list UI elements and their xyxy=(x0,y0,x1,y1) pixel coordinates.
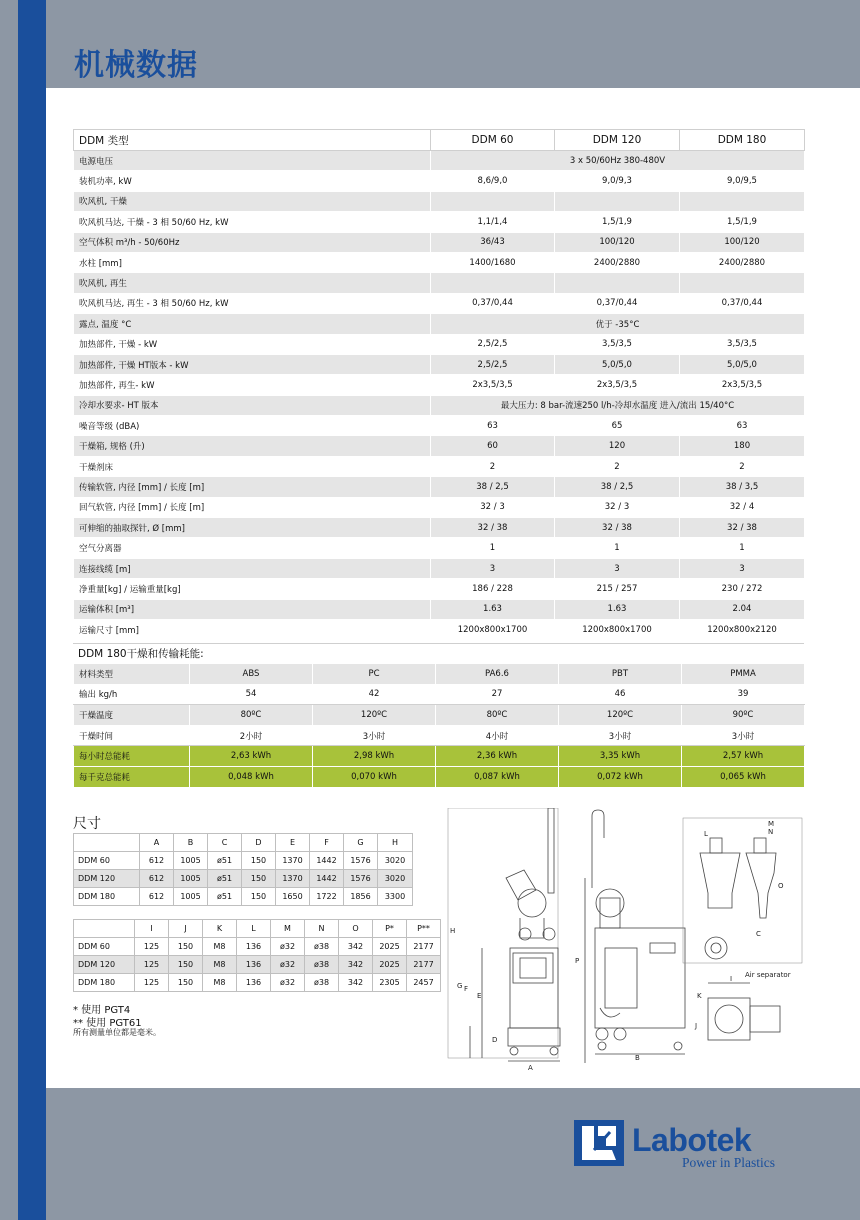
dim-cell: ø38 xyxy=(305,974,339,992)
row-value: 2 xyxy=(680,456,805,476)
row-value xyxy=(431,191,555,211)
table-header-row xyxy=(74,130,805,151)
left-blue-stripe xyxy=(18,0,46,1220)
consumption-value: 2,36 kWh xyxy=(436,746,559,767)
dim-cell: 3020 xyxy=(378,852,413,870)
consumption-value: 0,065 kWh xyxy=(682,766,805,787)
dim-label-o: O xyxy=(778,882,784,890)
table-header-cell: DDM 180 xyxy=(680,130,805,151)
table-row xyxy=(74,497,805,517)
consumption-header-cell: ABS xyxy=(190,664,313,685)
dim-cell: DDM 180 xyxy=(74,974,135,992)
dim-cell: ø51 xyxy=(208,888,242,906)
consumption-row xyxy=(74,746,805,767)
dim-header-cell: P* xyxy=(373,920,407,938)
row-value: 2x3,5/3,5 xyxy=(431,375,555,395)
table-row xyxy=(74,599,805,619)
consumption-value: 4小时 xyxy=(436,725,559,746)
row-value: 3 xyxy=(555,558,680,578)
table-row xyxy=(74,232,805,252)
labotek-logo-icon xyxy=(574,1120,624,1166)
consumption-header-row xyxy=(74,664,805,685)
consumption-header-cell: PC xyxy=(313,664,436,685)
consumption-header-cell: PA6.6 xyxy=(436,664,559,685)
consumption-value: 54 xyxy=(190,684,313,705)
dim-cell: 612 xyxy=(140,852,174,870)
dim-header-cell: K xyxy=(203,920,237,938)
dim-label-p: P xyxy=(575,957,580,965)
dim-cell: 125 xyxy=(135,974,169,992)
table-row xyxy=(74,151,805,171)
dim-cell: 1650 xyxy=(276,888,310,906)
dim-header-cell: O xyxy=(339,920,373,938)
consumption-value: 80ºC xyxy=(436,705,559,726)
row-label: 水柱 [mm] xyxy=(74,252,431,272)
row-value: 32 / 4 xyxy=(680,497,805,517)
row-value: 9,0/9,3 xyxy=(555,171,680,191)
dim-header-cell: A xyxy=(140,834,174,852)
row-value: 1,5/1,9 xyxy=(680,212,805,232)
dim-cell: 1442 xyxy=(310,852,344,870)
dim-cell: DDM 60 xyxy=(74,938,135,956)
row-label: 吹风机, 再生 xyxy=(74,273,431,293)
table-row xyxy=(74,314,805,334)
consumption-value: 46 xyxy=(559,684,682,705)
row-value xyxy=(555,273,680,293)
dim-cell: DDM 120 xyxy=(74,870,140,888)
dim-label-a: A xyxy=(528,1064,533,1070)
dim-label-c: C xyxy=(756,930,761,938)
consumption-value: 120ºC xyxy=(313,705,436,726)
dim-cell: DDM 60 xyxy=(74,852,140,870)
dim-cell: 150 xyxy=(242,852,276,870)
dim-cell: 150 xyxy=(169,956,203,974)
dim-cell: 2177 xyxy=(407,938,441,956)
dim-header-cell: I xyxy=(135,920,169,938)
consumption-row xyxy=(74,766,805,787)
air-separator-caption: Air separator xyxy=(745,971,791,979)
row-label: 净重量[kg] / 运输重量[kg] xyxy=(74,579,431,599)
table-row xyxy=(74,293,805,313)
row-value xyxy=(680,191,805,211)
dim-cell: 2305 xyxy=(373,974,407,992)
drawing-2-tube xyxy=(592,810,604,888)
row-value: 38 / 2,5 xyxy=(555,477,680,497)
dim-label-i: I xyxy=(730,975,733,983)
consumption-value: 120ºC xyxy=(559,705,682,726)
dim-header-cell: C xyxy=(208,834,242,852)
dim-header-cell: G xyxy=(344,834,378,852)
dim-row xyxy=(74,974,441,992)
consumption-title: DDM 180干燥和传输耗能: xyxy=(73,643,804,663)
row-label: 吹风机马达, 再生 - 3 相 50/60 Hz, kW xyxy=(74,293,431,313)
consumption-header-cell: PMMA xyxy=(682,664,805,685)
row-value: 65 xyxy=(555,416,680,436)
row-label: 加热部件, 干燥 - kW xyxy=(74,334,431,354)
row-label: 装机功率, kW xyxy=(74,171,431,191)
table-row xyxy=(74,334,805,354)
row-label: 空气分离器 xyxy=(74,538,431,558)
row-value: 32 / 38 xyxy=(431,518,555,538)
table-row xyxy=(74,375,805,395)
row-value: 0,37/0,44 xyxy=(680,293,805,313)
technical-drawings xyxy=(440,808,810,1070)
dim-cell: ø51 xyxy=(208,852,242,870)
row-label: 冷却水要求- HT 版本 xyxy=(74,395,431,415)
dim-cell: 2025 xyxy=(373,938,407,956)
row-value: 1,5/1,9 xyxy=(555,212,680,232)
row-label: 回气软管, 内径 [mm] / 长度 [m] xyxy=(74,497,431,517)
row-label: 吹风机马达, 干燥 - 3 相 50/60 Hz, kW xyxy=(74,212,431,232)
dim-header-cell: H xyxy=(378,834,413,852)
dim-cell: 3020 xyxy=(378,870,413,888)
row-label: 吹风机, 干燥 xyxy=(74,191,431,211)
row-value: 0,37/0,44 xyxy=(431,293,555,313)
dim-label-k: K xyxy=(697,992,702,1000)
consumption-value: 3小时 xyxy=(313,725,436,746)
dim-cell: ø32 xyxy=(271,938,305,956)
row-value: 1200x800x1700 xyxy=(431,619,555,639)
table-row xyxy=(74,354,805,374)
row-label: 电源电压 xyxy=(74,151,431,171)
table-row xyxy=(74,456,805,476)
consumption-header-cell: 材料类型 xyxy=(74,664,190,685)
row-span-value: 优于 -35°C xyxy=(431,314,805,334)
row-value: 2 xyxy=(431,456,555,476)
dim-cell: 150 xyxy=(242,870,276,888)
table-header-cell: DDM 120 xyxy=(555,130,680,151)
row-value: 1 xyxy=(680,538,805,558)
dim-label-n: N xyxy=(768,828,774,836)
table-row xyxy=(74,273,805,293)
dim-cell: 3300 xyxy=(378,888,413,906)
table-row xyxy=(74,212,805,232)
consumption-row-label: 输出 kg/h xyxy=(74,684,190,705)
dim-header-cell: J xyxy=(169,920,203,938)
table-row xyxy=(74,395,805,415)
row-label: 传输软管, 内径 [mm] / 长度 [m] xyxy=(74,477,431,497)
dim-cell: ø32 xyxy=(271,974,305,992)
consumption-value: 3小时 xyxy=(559,725,682,746)
row-label: 空气体积 m³/h - 50/60Hz xyxy=(74,232,431,252)
row-label: 干燥箱, 规格 (升) xyxy=(74,436,431,456)
consumption-row xyxy=(74,705,805,726)
row-value: 63 xyxy=(431,416,555,436)
dim-label-m: M xyxy=(768,820,775,828)
dim-cell: 1005 xyxy=(174,870,208,888)
consumption-value: 39 xyxy=(682,684,805,705)
dim-cell: 150 xyxy=(242,888,276,906)
row-label: 加热部件, 再生- kW xyxy=(74,375,431,395)
row-value: 32 / 38 xyxy=(555,518,680,538)
dim-header-cell xyxy=(74,920,135,938)
motor-base xyxy=(708,998,750,1040)
dim-cell: 150 xyxy=(169,938,203,956)
row-value: 5,0/5,0 xyxy=(555,354,680,374)
row-label: 可伸缩的抽取探针, Ø [mm] xyxy=(74,518,431,538)
row-value: 2.04 xyxy=(680,599,805,619)
row-value: 1.63 xyxy=(555,599,680,619)
dim-header-cell: M xyxy=(271,920,305,938)
table-row xyxy=(74,416,805,436)
dim-row xyxy=(74,852,413,870)
consumption-header-cell: PBT xyxy=(559,664,682,685)
table-row xyxy=(74,538,805,558)
row-value: 2,5/2,5 xyxy=(431,354,555,374)
air-separator-frame xyxy=(683,818,802,963)
drawing-1-probe xyxy=(548,808,554,893)
row-span-value: 3 x 50/60Hz 380-480V xyxy=(431,151,805,171)
row-value xyxy=(680,273,805,293)
row-value: 186 / 228 xyxy=(431,579,555,599)
dim-cell: ø38 xyxy=(305,956,339,974)
row-value: 3,5/3,5 xyxy=(555,334,680,354)
consumption-value: 0,072 kWh xyxy=(559,766,682,787)
dim-cell: 1370 xyxy=(276,870,310,888)
row-value: 2400/2880 xyxy=(680,252,805,272)
table-row xyxy=(74,619,805,639)
dim-row xyxy=(74,956,441,974)
dim-cell: ø32 xyxy=(271,956,305,974)
dim-header-cell: F xyxy=(310,834,344,852)
row-value: 3 xyxy=(680,558,805,578)
consumption-value: 42 xyxy=(313,684,436,705)
dim-cell: 136 xyxy=(237,974,271,992)
row-value: 1200x800x1700 xyxy=(555,619,680,639)
row-span-value: 最大压力: 8 bar-流速250 l/h-冷却水温度 进入/流出 15/40°C xyxy=(431,395,805,415)
dim-cell: 342 xyxy=(339,956,373,974)
dim-cell: 1442 xyxy=(310,870,344,888)
dim-cell: 125 xyxy=(135,938,169,956)
dim-cell: 1005 xyxy=(174,852,208,870)
dim-row xyxy=(74,938,441,956)
dim-cell: M8 xyxy=(203,956,237,974)
dim-cell: 1370 xyxy=(276,852,310,870)
row-value: 100/120 xyxy=(680,232,805,252)
row-label: 加热部件, 干燥 HT版本 - kW xyxy=(74,354,431,374)
dim-cell: 1576 xyxy=(344,852,378,870)
row-label: 干燥剂床 xyxy=(74,456,431,476)
table-header-cell: DDM 60 xyxy=(431,130,555,151)
row-label: 运输体积 [m³] xyxy=(74,599,431,619)
air-separator-front xyxy=(746,853,776,918)
note-pgt61: ** 使用 PGT61 xyxy=(73,1018,142,1029)
dim-cell: ø51 xyxy=(208,870,242,888)
row-label: 露点, 温度 °C xyxy=(74,314,431,334)
row-value: 9,0/9,5 xyxy=(680,171,805,191)
row-label: 连接线缆 [m] xyxy=(74,558,431,578)
dim-label-e: E xyxy=(477,992,482,1000)
labotek-logo xyxy=(574,1120,808,1170)
dim-label-j: J xyxy=(695,1022,698,1030)
drawing-1-cabinet xyxy=(510,948,558,1028)
dim-cell: 1576 xyxy=(344,870,378,888)
consumption-value: 27 xyxy=(436,684,559,705)
dim-cell: 1722 xyxy=(310,888,344,906)
dim-cell: 1005 xyxy=(174,888,208,906)
page-title: 机械数据 xyxy=(74,48,198,83)
row-value: 1200x800x2120 xyxy=(680,619,805,639)
dim-cell: DDM 180 xyxy=(74,888,140,906)
row-value xyxy=(555,191,680,211)
row-value: 120 xyxy=(555,436,680,456)
dim-cell: 2025 xyxy=(373,956,407,974)
consumption-value: 2,98 kWh xyxy=(313,746,436,767)
dim-cell: 612 xyxy=(140,870,174,888)
row-label: 运输尺寸 [mm] xyxy=(74,619,431,639)
consumption-value: 90ºC xyxy=(682,705,805,726)
row-value: 1 xyxy=(431,538,555,558)
air-separator-side xyxy=(700,853,740,908)
consumption-value: 80ºC xyxy=(190,705,313,726)
row-value: 5,0/5,0 xyxy=(680,354,805,374)
dim-label-h: H xyxy=(450,927,456,935)
row-value: 2x3,5/3,5 xyxy=(555,375,680,395)
row-value: 2,5/2,5 xyxy=(431,334,555,354)
dim-cell: ø38 xyxy=(305,938,339,956)
dim-cell: 136 xyxy=(237,956,271,974)
consumption-value: 2,57 kWh xyxy=(682,746,805,767)
note-units: 所有测量单位都是毫米。 xyxy=(73,1028,161,1037)
dim-header-row xyxy=(74,920,441,938)
note-pgt4: * 使用 PGT4 xyxy=(73,1005,131,1016)
machine-data-table xyxy=(73,129,805,640)
dim-header-cell: N xyxy=(305,920,339,938)
dim-header-cell: D xyxy=(242,834,276,852)
row-value: 1400/1680 xyxy=(431,252,555,272)
dim-cell: 150 xyxy=(169,974,203,992)
row-value: 215 / 257 xyxy=(555,579,680,599)
table-row xyxy=(74,171,805,191)
row-value xyxy=(431,273,555,293)
consumption-value: 3小时 xyxy=(682,725,805,746)
dim-label-f: F xyxy=(464,985,469,993)
row-value: 60 xyxy=(431,436,555,456)
consumption-value: 3,35 kWh xyxy=(559,746,682,767)
row-value: 2x3,5/3,5 xyxy=(680,375,805,395)
dim-row xyxy=(74,870,413,888)
labotek-wordmark: Labotek xyxy=(632,1122,752,1158)
dim-label-b: B xyxy=(635,1054,640,1062)
dimensions-table-1 xyxy=(73,833,413,906)
dim-header-row xyxy=(74,834,413,852)
row-value: 1 xyxy=(555,538,680,558)
dimensions-table-2 xyxy=(73,919,441,992)
row-value: 32 / 3 xyxy=(431,497,555,517)
dim-cell: 342 xyxy=(339,974,373,992)
consumption-table xyxy=(73,663,805,788)
dim-header-cell: L xyxy=(237,920,271,938)
consumption-value: 2,63 kWh xyxy=(190,746,313,767)
row-label: 噪音等级 (dBA) xyxy=(74,416,431,436)
table-header-cell: DDM 类型 xyxy=(74,130,431,151)
dim-header-cell xyxy=(74,834,140,852)
row-value: 1,1/1,4 xyxy=(431,212,555,232)
dim-cell: DDM 120 xyxy=(74,956,135,974)
row-value: 38 / 2,5 xyxy=(431,477,555,497)
dimensions-title: 尺寸 xyxy=(73,816,101,832)
consumption-value: 2小时 xyxy=(190,725,313,746)
row-value: 32 / 3 xyxy=(555,497,680,517)
table-row xyxy=(74,518,805,538)
table-row xyxy=(74,252,805,272)
row-value: 2400/2880 xyxy=(555,252,680,272)
table-row xyxy=(74,436,805,456)
row-value: 1.63 xyxy=(431,599,555,619)
dim-header-cell: P** xyxy=(407,920,441,938)
drawing-1-hopper xyxy=(518,889,546,917)
row-value: 8,6/9,0 xyxy=(431,171,555,191)
row-value: 2 xyxy=(555,456,680,476)
dim-cell: 125 xyxy=(135,956,169,974)
row-value: 36/43 xyxy=(431,232,555,252)
dim-cell: M8 xyxy=(203,974,237,992)
consumption-row-label: 每千克总能耗 xyxy=(74,766,190,787)
row-value: 180 xyxy=(680,436,805,456)
dim-label-d: D xyxy=(492,1036,498,1044)
table-row xyxy=(74,558,805,578)
row-value: 3 xyxy=(431,558,555,578)
row-value: 100/120 xyxy=(555,232,680,252)
drawing-1-frame xyxy=(448,808,558,1058)
row-value: 38 / 3,5 xyxy=(680,477,805,497)
dim-label-g: G xyxy=(457,982,463,990)
dim-cell: 136 xyxy=(237,938,271,956)
table-row xyxy=(74,579,805,599)
dim-cell: 2177 xyxy=(407,956,441,974)
dim-row xyxy=(74,888,413,906)
consumption-row-label: 每小时总能耗 xyxy=(74,746,190,767)
table-row xyxy=(74,191,805,211)
labotek-tagline: Power in Plastics xyxy=(682,1155,775,1170)
table-row xyxy=(74,477,805,497)
consumption-row xyxy=(74,725,805,746)
dim-cell: 1856 xyxy=(344,888,378,906)
dim-cell: 342 xyxy=(339,938,373,956)
dim-label-l: L xyxy=(704,830,708,838)
row-value: 0,37/0,44 xyxy=(555,293,680,313)
consumption-value: 0,048 kWh xyxy=(190,766,313,787)
dim-header-cell: E xyxy=(276,834,310,852)
row-value: 230 / 272 xyxy=(680,579,805,599)
dim-cell: 2457 xyxy=(407,974,441,992)
row-value: 32 / 38 xyxy=(680,518,805,538)
consumption-row xyxy=(74,684,805,705)
dim-header-cell: B xyxy=(174,834,208,852)
row-value: 63 xyxy=(680,416,805,436)
dim-cell: 612 xyxy=(140,888,174,906)
consumption-row-label: 干燥温度 xyxy=(74,705,190,726)
row-value: 3,5/3,5 xyxy=(680,334,805,354)
consumption-row-label: 干燥时间 xyxy=(74,725,190,746)
consumption-value: 0,087 kWh xyxy=(436,766,559,787)
consumption-value: 0,070 kWh xyxy=(313,766,436,787)
left-gray-stripe xyxy=(0,0,18,1220)
dim-cell: M8 xyxy=(203,938,237,956)
